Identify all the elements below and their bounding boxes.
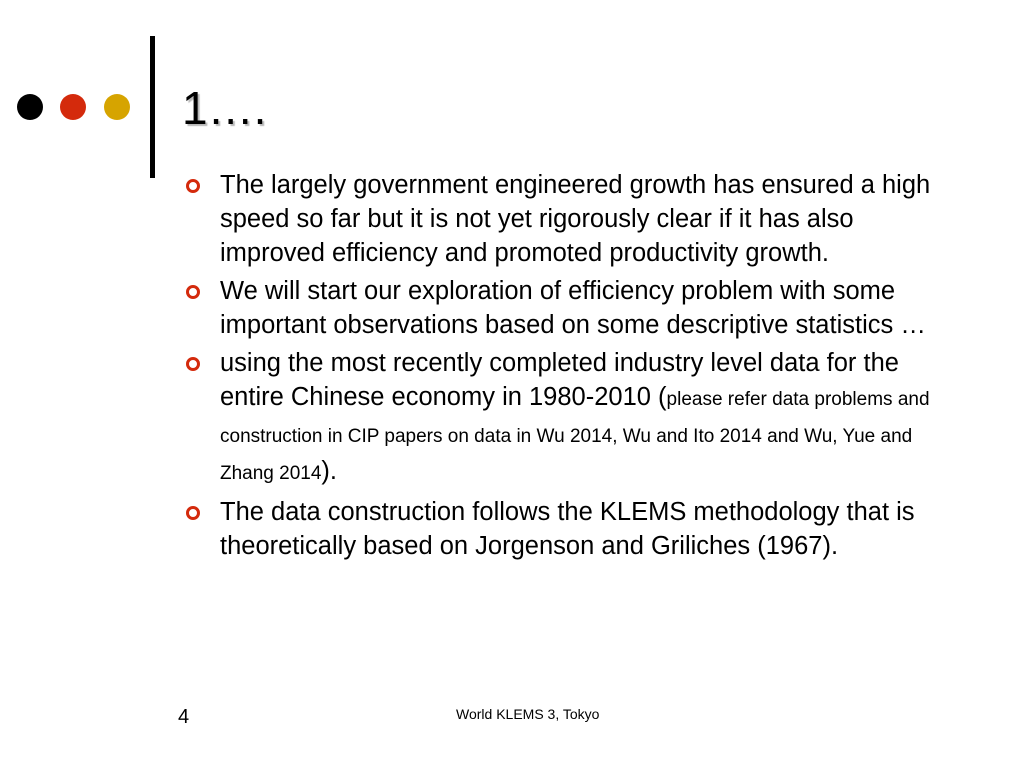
bullet-item bbox=[184, 346, 954, 491]
bullet-ring-icon bbox=[186, 506, 200, 520]
bullet-list bbox=[184, 168, 954, 567]
bullet-item bbox=[184, 274, 954, 342]
bullet-text: using the most recently completed industry level data for the entire Chinese economy in 1980-2010 ( bbox=[220, 349, 899, 411]
bullet-item bbox=[184, 495, 954, 563]
bullet-ring-icon bbox=[186, 179, 200, 193]
bullet-text-end: ). bbox=[321, 457, 337, 485]
title-divider bbox=[150, 36, 155, 178]
bullet-item bbox=[184, 168, 954, 270]
bullet-text: The data construction follows the KLEMS methodology that is theoretically based on Jorgenson and Griliches (1967). bbox=[220, 498, 915, 560]
slide-title: 1…. bbox=[182, 82, 267, 134]
bullet-text: We will start our exploration of efficiency problem with some important observations based on some descriptive statistics … bbox=[220, 277, 926, 339]
red-dot-icon bbox=[60, 94, 86, 120]
bullet-text: The largely government engineered growth has ensured a high speed so far but it is not yet rigorously clear if it has also improved efficiency and promoted productivity growth. bbox=[220, 171, 931, 267]
bullet-ring-icon bbox=[186, 357, 200, 371]
bullet-reference-note: please refer data problems and construction in CIP papers on data in Wu 2014, Wu and Ito 2014 and Wu, Yue and Zhang 2014 bbox=[220, 389, 930, 484]
page-number: 4 bbox=[178, 706, 190, 728]
bullet-ring-icon bbox=[186, 285, 200, 299]
gold-dot-icon bbox=[104, 94, 130, 120]
footer-text: World KLEMS 3, Tokyo bbox=[456, 706, 600, 722]
black-dot-icon bbox=[17, 94, 43, 120]
